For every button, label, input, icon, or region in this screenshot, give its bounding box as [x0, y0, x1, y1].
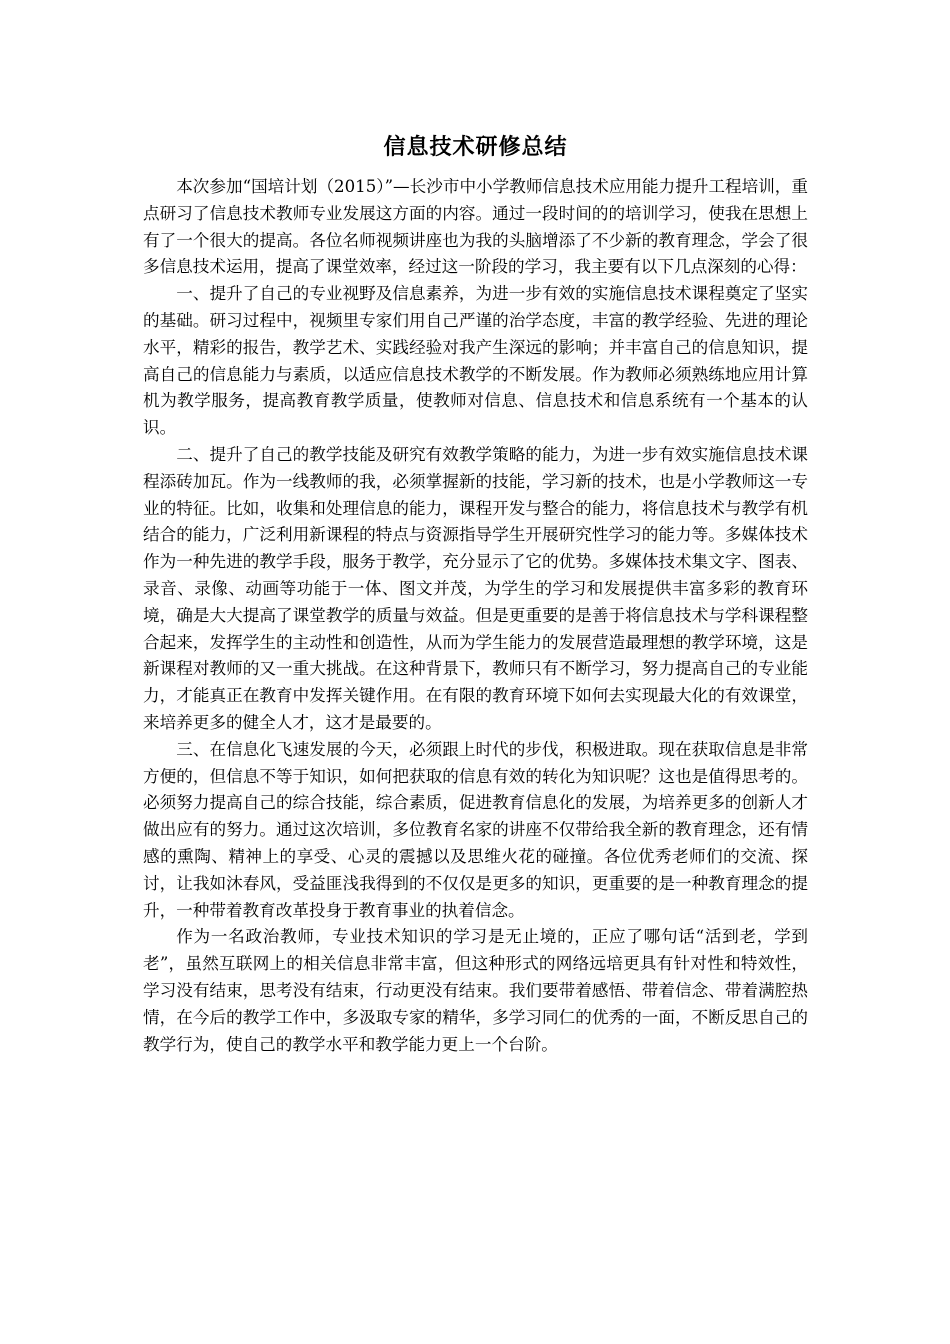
intro-paragraph: 本次参加“国培计划（2015）”—长沙市中小学教师信息技术应用能力提升工程培训，重点研习了信息技术教师专业发展这方面的内容。通过一段时间的的培训学习，使我在思想上有了一个很大的提高。各位名师视频讲座也为我的头脑增添了不少新的教育理念，学会了很多信息技术运用，提高了课堂效率，经过这一阶段的学习，我主要有以下几点深刻的心得： — [143, 177, 808, 277]
conclusion-paragraph: 作为一名政治教师，专业技术知识的学习是无止境的，正应了哪句话“活到老，学到老”，虽然互联网上的相关信息非常丰富，但这种形式的网络远培更具有针对性和特效性，学习没有结束，思考没有结束，行动更没有结束。我们要带着感悟、带着信念、带着满腔热情，在今后的教学工作中，多汲取专家的精华，多学习同仁的优秀的一面，不断反思自己的教学行为，使自己的教学水平和教学能力更上一个台阶。 — [143, 927, 808, 1054]
section-three-paragraph: 三、在信息化飞速发展的今天，必须跟上时代的步伐，积极进取。现在获取信息是非常 方便的，但信息不等于知识，如何把获取的信息有效的转化为知识呢？这也是值得思考的。必须努力提高自己的综合技能，综合素质，促进教育信息化的发展，为培养更多的创新人才做出应有的努力。通过这次培训，多位教育名家的讲座不仅带给我全新的教育理念，还有情感的熏陶、精神上的享受、心灵的震撼以及思维火花的碰撞。各位优秀老师们的交流、探讨，让我如沐春风，受益匪浅我得到的不仅仅是更多的知识，更重要的是一种教育理念的提升，一种带着教育改革投身于教育事业的执着信念。 — [143, 739, 808, 920]
document-page — [143, 128, 808, 1058]
section-one-paragraph: 一、提升了自己的专业视野及信息素养，为进一步有效的实施信息技术课程奠定了坚实的基础。研习过程中，视频里专家们用自己严谨的治学态度，丰富的教学经验、先进的理论水平，精彩的报告，教学艺术、实践经验对我产生深远的影响；并丰富自己的信息知识，提高自己的信息能力与素质，以适应信息技术教学的不断发展。作为教师必须熟练地应用计算机为教学服务，提高教育教学质量，使教师对信息、信息技术和信息系统有一个基本的认识。 — [143, 284, 808, 438]
section-two-paragraph: 二、提升了自己的教学技能及研究有效教学策略的能力，为进一步有效实施信息技术课程添砖加瓦。作为一线教师的我，必须掌握新的技能，学习新的技术，也是小学教师这一专业的特征。比如，收集和处理信息的能力，课程开发与整合的能力，将信息技术与教学有机结合的能力，广泛利用新课程的特点与资源指导学生开展研究性学习的能力等。多媒体技术作为一种先进的教学手段，服务于教学，充分显示了它的优势。多媒体技术集文字、图表、录音、录像、动画等功能于一体、图文并茂，为学生的学习和发展提供丰富多彩的教育环境，确是大大提高了课堂教学的质量与效益。但是更重要的是善于将信息技术与学科课程整合起来，发挥学生的主动性和创造性，从而为学生能力的发展营造最理想的教学环境，这是新课程对教师的又一重大挑战。在这种背景下，教师只有不断学习，努力提高自己的专业能力，才能真正在教育中发挥关键作用。在有限的教育环境下如何去实现最大化的有效课堂，来培养更多的健全人才，这才是最要的。 — [143, 444, 808, 732]
document-title: 信息技术研修总结 — [383, 135, 568, 160]
